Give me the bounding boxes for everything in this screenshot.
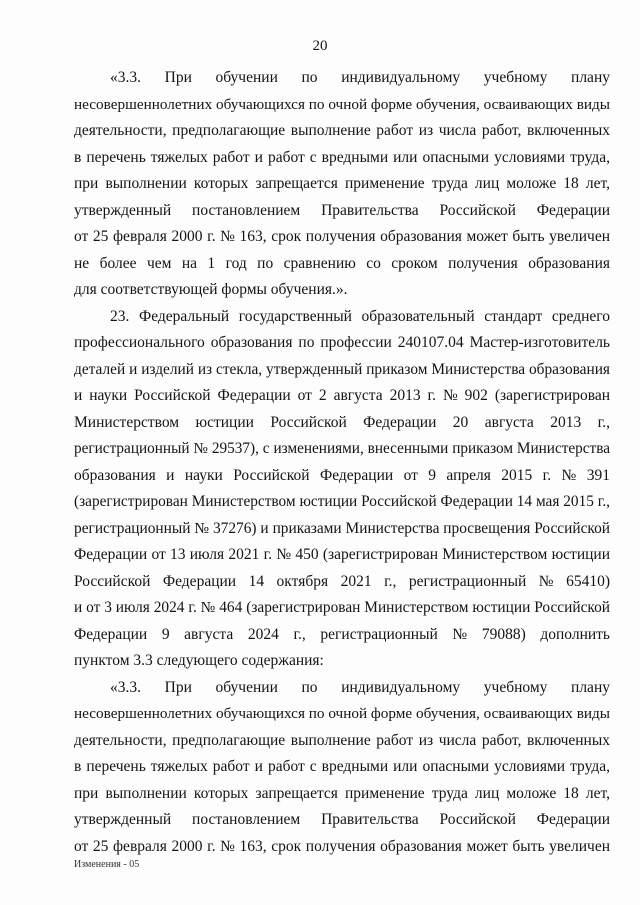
text-line: от 25 февраля 2000 г. № 163, срок получения образования может быть увеличен: [74, 228, 610, 245]
text-line: несовершеннолетних обучающихся по очной форме обучения, осваивающих виды: [74, 705, 610, 722]
text-line: регистрационный № 29537), с изменениями, внесенными приказом Министерства: [74, 440, 610, 457]
text-line: пунктом 3.3 следующего содержания:: [74, 652, 324, 669]
text-line: в перечень тяжелых работ и работ с вредными или опасными условиями труда,: [74, 758, 610, 775]
text-line: при выполнении которых запрещается применение труда лиц моложе 18 лет,: [74, 784, 610, 802]
text-line: «3.3. При обучении по индивидуальному учебному плану: [110, 678, 610, 696]
text-line: несовершеннолетних обучающихся по очной форме обучения, осваивающих виды: [74, 95, 610, 113]
text-line: Федерации от 13 июля 2021 г. № 450 (зарегистрирован Министерством юстиции: [74, 546, 610, 563]
text-line: деталей и изделий из стекла, утвержденный приказом Министерства образования: [74, 360, 610, 378]
text-line: для соответствующей формы обучения.».: [74, 281, 348, 298]
text-line: регистрационный № 37276) и приказами Министерства просвещения Российской: [74, 519, 610, 537]
text-line: образования и науки Российской Федерации от 9 апреля 2015 г. № 391: [74, 466, 610, 484]
text-line: утвержденный постановлением Правительства Российской Федерации: [74, 811, 610, 828]
text-line: деятельности, предполагающие выполнение работ из числа работ, включенных: [74, 731, 610, 749]
text-line: утвержденный постановлением Правительства Российской Федерации: [74, 201, 610, 219]
text-line: в перечень тяжелых работ и работ с вредными или опасными условиями труда,: [74, 148, 610, 166]
text-line: не более чем на 1 год по сравнению со сроком получения образования: [74, 254, 610, 272]
document-body: [74, 65, 610, 860]
footer-note: Изменения - 05: [74, 859, 140, 870]
paragraph-3-3-second: [74, 675, 610, 861]
text-line: Российской Федерации 14 октября 2021 г., регистрационный № 65410): [74, 572, 610, 590]
text-line: от 25 февраля 2000 г. № 163, срок получения образования может быть увеличен: [74, 837, 610, 855]
text-line: деятельности, предполагающие выполнение работ из числа работ, включенных: [74, 122, 610, 139]
text-line: 23. Федеральный государственный образовательный стандарт среднего: [110, 307, 610, 325]
text-line: «3.3. При обучении по индивидуальному учебному плану: [110, 69, 610, 86]
text-line: (зарегистрирован Министерством юстиции Российской Федерации 14 мая 2015 г.,: [74, 493, 610, 510]
paragraph-23: [74, 304, 610, 675]
text-line: при выполнении которых запрещается применение труда лиц моложе 18 лет,: [74, 175, 610, 192]
text-line: и науки Российской Федерации от 2 августа 2013 г. № 902 (зарегистрирован: [74, 387, 610, 404]
text-line: Федерации 9 августа 2024 г., регистрационный № 79088) дополнить: [74, 625, 610, 643]
text-line: Министерством юстиции Российской Федерации 20 августа 2013 г.,: [74, 413, 610, 431]
text-line: и от 3 июля 2024 г. № 464 (зарегистрирован Министерством юстиции Российской: [74, 599, 610, 616]
text-line: профессионального образования по профессии 240107.04 Мастер-изготовитель: [74, 334, 610, 351]
paragraph-3-3-first: [74, 65, 610, 304]
page-number: 20: [312, 38, 328, 54]
